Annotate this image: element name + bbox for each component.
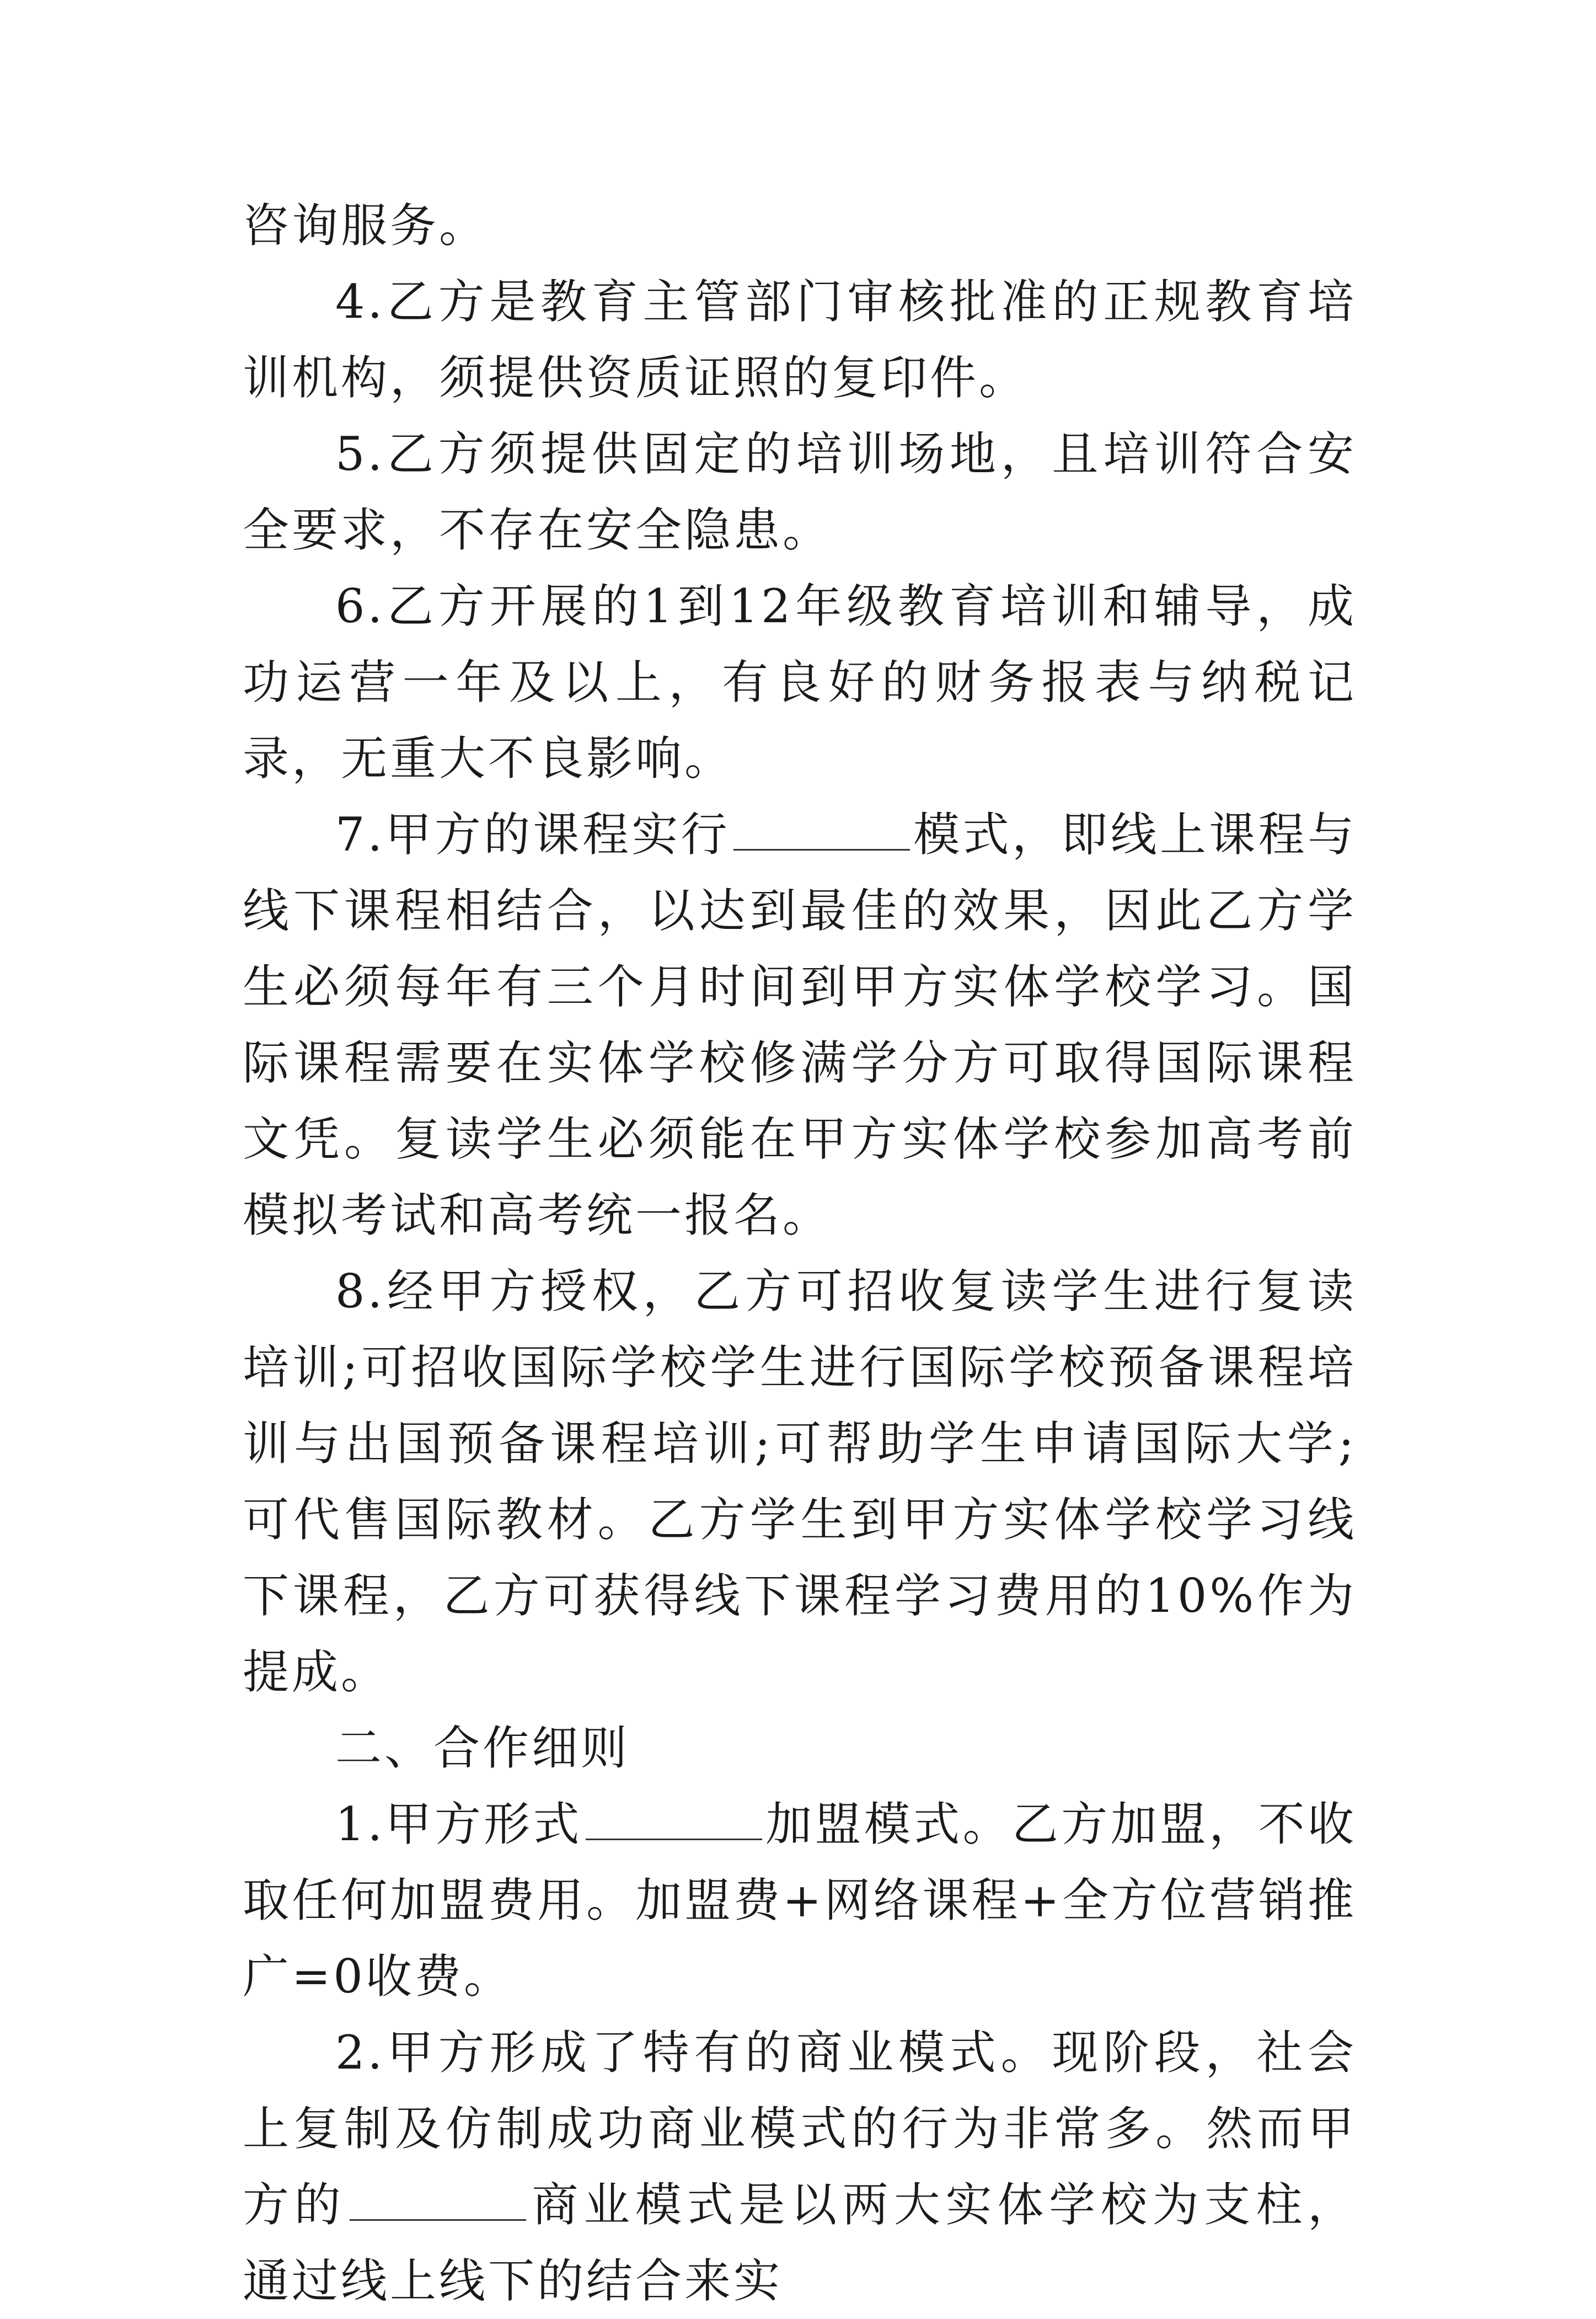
detail-2-text-end: 商业模式是以两大实体学校为支柱，通过线上线下的结合来实	[243, 2178, 1357, 2308]
paragraph-continuation	[243, 188, 1357, 264]
item-6-text: 6.乙方开展的1到12年级教育培训和辅导，成功运营一年及以上，有良好的财务报表与纳税记录，无重大不良影响。	[243, 579, 1357, 786]
section-heading-text: 二、合作细则	[335, 1721, 630, 1775]
paragraph-item-8	[243, 1253, 1357, 1710]
fill-in-blank	[350, 2181, 526, 2221]
paragraph-detail-1	[243, 1786, 1357, 2015]
section-heading	[243, 1710, 1357, 1786]
detail-1-text-end: 加盟模式。乙方加盟，不收取任何加盟费用。加盟费+网络课程+全方位营销推广=0收费。	[243, 1797, 1357, 2003]
paragraph-detail-2	[243, 2015, 1357, 2319]
paragraph-item-4	[243, 264, 1357, 416]
paragraph-item-6	[243, 568, 1357, 797]
item-8-text: 8.经甲方授权，乙方可招收复读学生进行复读培训;可招收国际学校学生进行国际学校预备课程培训与出国预备课程培训;可帮助学生申请国际大学;可代售国际教材。乙方学生到甲方实体学校学习线下课程，乙方可获得线下课程学习费用的10%作为提成。	[243, 1264, 1357, 1699]
fill-in-blank	[586, 1800, 762, 1840]
detail-1-text-start: 1.甲方形式	[335, 1797, 582, 1851]
item-5-text: 5.乙方须提供固定的培训场地，且培训符合安全要求，不存在安全隐患。	[243, 427, 1357, 557]
detail-2-text-start: 2.甲方形成了特有的商业模式。现阶段，社会上复制及仿制成功商业模式的行为非常多。然而甲方的	[243, 2026, 1357, 2232]
document-body	[243, 188, 1357, 2319]
item-7-text-start: 7.甲方的课程实行	[335, 808, 730, 862]
item-4-text: 4.乙方是教育主管部门审核批准的正规教育培训机构，须提供资质证照的复印件。	[243, 275, 1357, 405]
item-7-text-end: 模式，即线上课程与线下课程相结合，以达到最佳的效果，因此乙方学生必须每年有三个月时间到甲方实体学校学习。国际课程需要在实体学校修满学分方可取得国际课程文凭。复读学生必须能在甲方实体学校参加高考前模拟考试和高考统一报名。	[243, 808, 1357, 1242]
continuation-text: 咨询服务。	[243, 199, 489, 253]
fill-in-blank	[733, 810, 910, 851]
paragraph-item-5	[243, 416, 1357, 568]
paragraph-item-7	[243, 797, 1357, 1253]
